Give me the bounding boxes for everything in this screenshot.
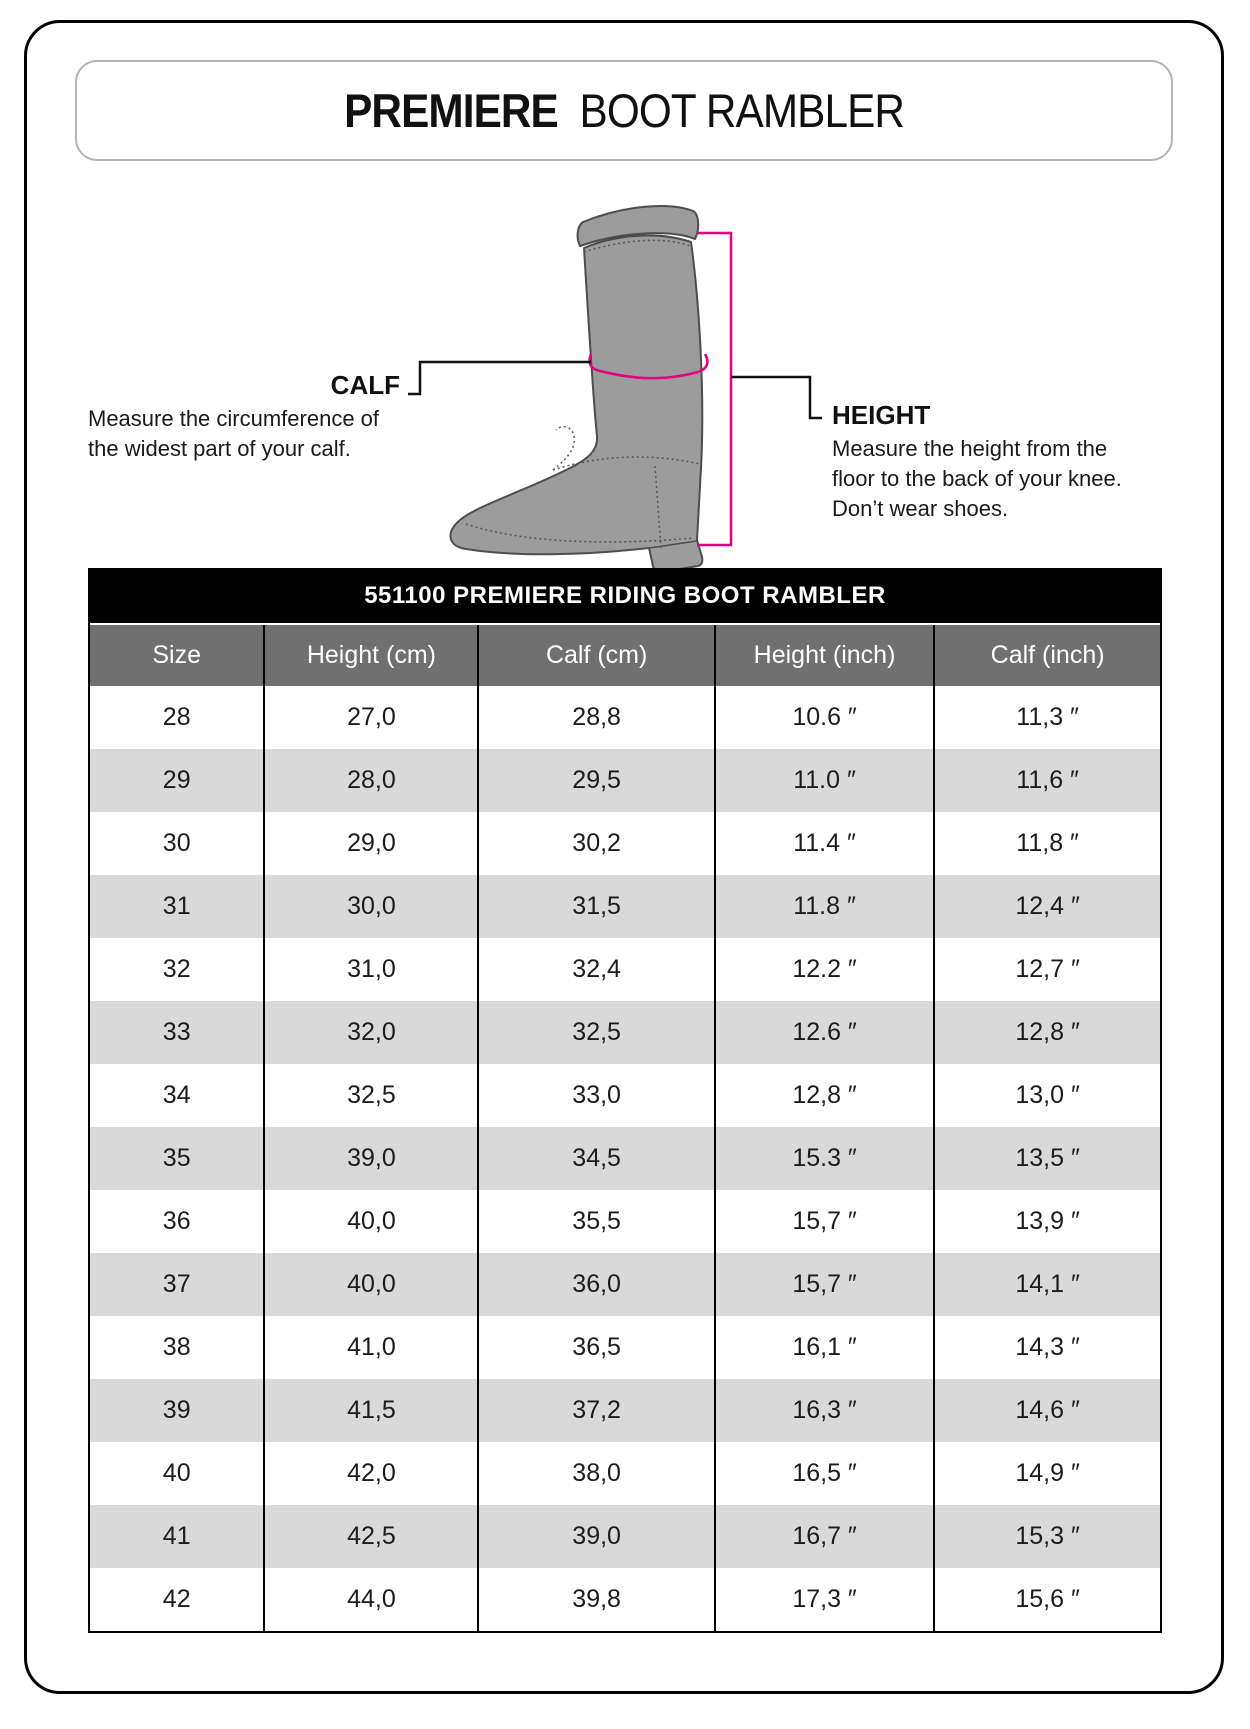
cell-calf_inch: 15,3 ″ [934,1505,1160,1568]
page-title-model: BOOT RAMBLER [579,84,904,137]
cell-height_cm: 40,0 [264,1253,478,1316]
column-header-calf-inch: Calf (inch) [934,624,1160,686]
cell-height_cm: 29,0 [264,812,478,875]
cell-calf_cm: 39,8 [478,1568,714,1631]
cell-calf_inch: 11,3 ″ [934,686,1160,749]
cell-height_cm: 31,0 [264,938,478,1001]
cell-height_inch: 17,3 ″ [715,1568,934,1631]
cell-height_inch: 15.3 ″ [715,1127,934,1190]
cell-calf_inch: 12,7 ″ [934,938,1160,1001]
column-header-height-inch: Height (inch) [715,624,934,686]
boot-diagram [380,190,840,580]
cell-size: 32 [162,955,191,983]
table-row [90,938,1160,1001]
cell-height_cm: 30,0 [264,875,478,938]
table-row [90,1190,1160,1253]
height-callout-line [731,377,822,418]
height-description: Measure the height from the floor to the back of your knee. Don’t wear shoes. [832,436,1122,521]
height-label: HEIGHT [832,400,931,430]
cell-size: 31 [162,892,191,920]
cell-height_cm: 27,0 [264,686,478,749]
cell-height_inch: 16,7 ″ [715,1505,934,1568]
size-table-grid [90,623,1160,1631]
cell-height_inch: 12,8 ″ [715,1064,934,1127]
cell-calf_cm: 37,2 [478,1379,714,1442]
column-header-size: Size [90,624,264,686]
cell-size: 40 [162,1459,191,1487]
table-header-row [90,624,1160,686]
table-row [90,1568,1160,1631]
cell-size: 39 [162,1396,191,1424]
table-row [90,1001,1160,1064]
cell-size: 28 [162,703,191,731]
table-row [90,1316,1160,1379]
cell-calf_cm: 34,5 [478,1127,714,1190]
calf-label: CALF [330,370,400,400]
table-row [90,875,1160,938]
cell-calf_inch: 13,0 ″ [934,1064,1160,1127]
cell-height_cm: 32,0 [264,1001,478,1064]
cell-size: 37 [162,1270,191,1298]
cell-size: 36 [162,1207,191,1235]
cell-height_cm: 41,0 [264,1316,478,1379]
cell-height_inch: 16,3 ″ [715,1379,934,1442]
cell-size: 35 [162,1144,191,1172]
cell-size: 34 [162,1081,191,1109]
cell-height_cm: 42,0 [264,1442,478,1505]
title-box [75,60,1173,161]
cell-size: 38 [162,1333,191,1361]
cell-calf_inch: 14,9 ″ [934,1442,1160,1505]
cell-calf_cm: 28,8 [478,686,714,749]
table-row [90,812,1160,875]
cell-calf_inch: 14,6 ″ [934,1379,1160,1442]
cell-height_cm: 40,0 [264,1190,478,1253]
cell-height_inch: 16,5 ″ [715,1442,934,1505]
calf-description: Measure the circumference of the widest part of your calf. [88,406,380,461]
cell-calf_inch: 12,4 ″ [934,875,1160,938]
cell-calf_cm: 30,2 [478,812,714,875]
cell-size: 42 [162,1585,191,1613]
cell-calf_inch: 12,8 ″ [934,1001,1160,1064]
cell-calf_cm: 35,5 [478,1190,714,1253]
cell-calf_inch: 15,6 ″ [934,1568,1160,1631]
cell-size: 30 [162,829,191,857]
cell-calf_cm: 31,5 [478,875,714,938]
cell-height_cm: 32,5 [264,1064,478,1127]
table-row [90,1505,1160,1568]
cell-calf_cm: 33,0 [478,1064,714,1127]
cell-calf_inch: 14,1 ″ [934,1253,1160,1316]
cell-calf_cm: 36,0 [478,1253,714,1316]
cell-height_cm: 39,0 [264,1127,478,1190]
cell-height_cm: 28,0 [264,749,478,812]
cell-size: 29 [162,766,191,794]
size-table-body [90,686,1160,1631]
cell-calf_inch: 14,3 ″ [934,1316,1160,1379]
calf-callout-line [408,362,591,394]
size-table [88,568,1162,1633]
table-row [90,1442,1160,1505]
table-banner: 551100 PREMIERE RIDING BOOT RAMBLER [90,568,1160,623]
cell-calf_cm: 39,0 [478,1505,714,1568]
table-row [90,1253,1160,1316]
cell-height_inch: 10.6 ″ [715,686,934,749]
cell-calf_inch: 13,5 ″ [934,1127,1160,1190]
page-title-brand: PREMIERE [344,84,558,137]
cell-calf_cm: 29,5 [478,749,714,812]
table-row [90,686,1160,749]
table-row [90,1064,1160,1127]
cell-calf_inch: 13,9 ″ [934,1190,1160,1253]
column-header-height-cm: Height (cm) [264,624,478,686]
cell-calf_cm: 32,4 [478,938,714,1001]
cell-calf_inch: 11,6 ″ [934,749,1160,812]
cell-calf_inch: 11,8 ″ [934,812,1160,875]
cell-calf_cm: 32,5 [478,1001,714,1064]
table-row [90,1127,1160,1190]
cell-height_inch: 16,1 ″ [715,1316,934,1379]
table-row [90,749,1160,812]
cell-height_inch: 11.8 ″ [715,875,934,938]
cell-calf_cm: 36,5 [478,1316,714,1379]
cell-calf_cm: 38,0 [478,1442,714,1505]
cell-height_cm: 44,0 [264,1568,478,1631]
table-row [90,1379,1160,1442]
column-header-calf-cm: Calf (cm) [478,624,714,686]
cell-height_cm: 42,5 [264,1505,478,1568]
cell-size: 33 [162,1018,191,1046]
cell-size: 41 [162,1522,191,1550]
cell-height_inch: 11.0 ″ [715,749,934,812]
cell-height_inch: 15,7 ″ [715,1190,934,1253]
boot-illustration [450,235,702,571]
page-title [344,83,904,138]
cell-height_cm: 41,5 [264,1379,478,1442]
cell-height_inch: 11.4 ″ [715,812,934,875]
cell-height_inch: 12.6 ″ [715,1001,934,1064]
cell-height_inch: 12.2 ″ [715,938,934,1001]
cell-height_inch: 15,7 ″ [715,1253,934,1316]
